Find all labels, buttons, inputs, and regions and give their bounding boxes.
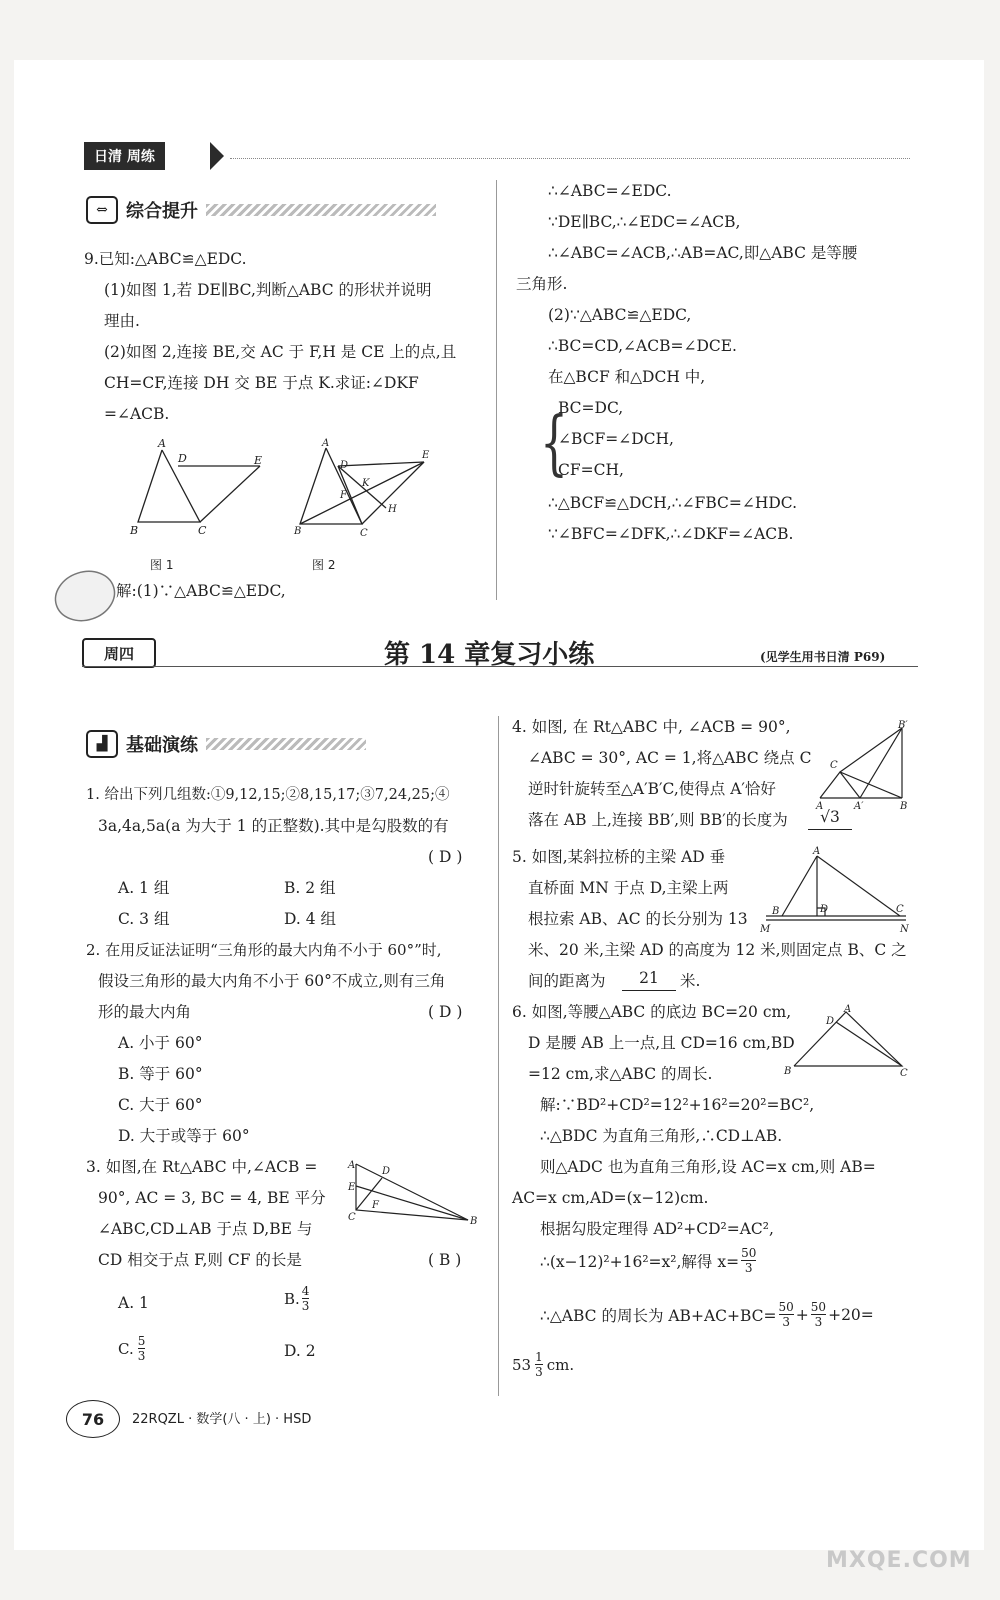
section-title-basics	[86, 730, 366, 758]
fig1-triangle	[138, 450, 200, 522]
q5-label: A	[813, 846, 821, 857]
q2-option: D. 大于或等于 60°	[118, 1127, 250, 1145]
q5-line: 5. 如图,某斜拉桥的主梁 AD 垂	[512, 848, 726, 866]
q9-answer-line: ∴∠ABC=∠ACB,∴AB=AC,即△ABC 是等腰	[548, 244, 858, 262]
q5-line	[817, 856, 900, 916]
title-bar	[206, 204, 436, 216]
q6-line: D 是腰 AB 上一点,且 CD=16 cm,BD	[528, 1034, 795, 1052]
q5-label: B	[772, 906, 780, 917]
q6-label: C	[900, 1068, 908, 1079]
fig2-label: H	[388, 504, 397, 515]
fraction	[302, 1284, 310, 1313]
q4-label: A	[816, 801, 824, 810]
q5-label: C	[896, 904, 904, 915]
q6-label: D	[826, 1016, 835, 1027]
q9-answer-line: ∴∠ABC=∠EDC.	[548, 182, 672, 200]
fraction-num: 4	[301, 1284, 310, 1298]
q4-line	[860, 728, 902, 798]
fraction-den: 3	[814, 1315, 823, 1329]
q6-final-unit: cm.	[546, 1355, 575, 1374]
brace-symbol: {	[540, 402, 568, 484]
brace-line: BC=DC,	[558, 399, 624, 417]
q9-line: CH=CF,连接 DH 交 BE 于点 K.求证:∠DKF	[104, 374, 419, 392]
q5-label: D	[820, 904, 829, 915]
q4-line	[840, 728, 902, 772]
q4-triangle	[820, 772, 902, 798]
q9-answer-line: ∴△BCF≌△DCH,∴∠FBC=∠HDC.	[548, 494, 798, 512]
fig2-label: C	[360, 528, 368, 539]
brace-line: CF=CH,	[558, 461, 624, 479]
q3-answer: ( B )	[428, 1251, 462, 1269]
q6-perim-suffix: +20=	[828, 1305, 874, 1324]
q3-label: F	[372, 1200, 379, 1211]
q9-line: =∠ACB.	[104, 405, 170, 423]
q1-option: B. 2 组	[284, 879, 336, 897]
q6-solution: ∴△BDC 为直角三角形,∴CD⊥AB.	[540, 1127, 783, 1145]
q9-answer-start: 解:(1)∵△ABC≌△EDC,	[116, 582, 286, 600]
q5-line: 直桥面 MN 于点 D,主梁上两	[528, 879, 729, 897]
chapter-ref: (见学生用书日清 P69)	[760, 650, 886, 664]
q6-figure	[782, 1004, 910, 1080]
q1-option: D. 4 组	[284, 910, 337, 928]
column-divider-bottom	[498, 716, 499, 1396]
q2-line: 假设三角形的最大内角不小于 60°不成立,则有三角	[98, 972, 446, 990]
q3-label: C	[348, 1212, 356, 1223]
q6-label: A	[844, 1004, 852, 1015]
fig2-label: K	[362, 478, 370, 489]
q4-figure	[812, 718, 912, 810]
q3-option	[118, 1334, 145, 1363]
q6-final	[512, 1350, 574, 1379]
fig2-caption: 图 2	[312, 558, 336, 572]
q2-option: B. 等于 60°	[118, 1065, 203, 1083]
q3-option-prefix: C.	[118, 1339, 134, 1358]
q9-answer-line: 三角形.	[516, 275, 568, 293]
figure-1	[120, 436, 280, 546]
q6-solution: 则△ADC 也为直角三角形,设 AC=x cm,则 AB=	[540, 1158, 876, 1176]
q5-line: 米、20 米,主梁 AD 的高度为 12 米,则固定点 B、C 之	[528, 941, 907, 959]
q4-line: 逆时针旋转至△A′B′C,使得点 A′恰好	[528, 780, 776, 798]
q3-label: D	[382, 1166, 391, 1177]
q3-option	[284, 1284, 309, 1313]
q6-line: 6. 如图,等腰△ABC 的底边 BC=20 cm,	[512, 1003, 792, 1021]
q3-triangle	[356, 1164, 468, 1220]
fig1-caption: 图 1	[150, 558, 174, 572]
q1-option: A. 1 组	[118, 879, 170, 897]
q9-line: 9.已知:△ABC≌△EDC.	[84, 250, 247, 268]
header-tab: 日清 周练	[84, 142, 165, 170]
q6-solution: AC=x cm,AD=(x−12)cm.	[512, 1189, 709, 1207]
q9-answer-line: 在△BCF 和△DCH 中,	[548, 368, 706, 386]
chapter-title: 第 14 章复习小练	[384, 640, 595, 670]
q3-line: CD 相交于点 F,则 CF 的长是	[98, 1251, 302, 1269]
q2-option: C. 大于 60°	[118, 1096, 203, 1114]
q9-answer-line: ∵∠BFC=∠DFK,∴∠DKF=∠ACB.	[548, 525, 794, 543]
fraction-den: 3	[137, 1349, 146, 1363]
fraction	[138, 1334, 146, 1363]
fraction-den: 3	[301, 1299, 310, 1313]
fraction	[741, 1246, 756, 1275]
q5-label: M	[760, 924, 771, 934]
q3-line: ∠ABC,CD⊥AB 于点 D,BE 与	[98, 1220, 313, 1238]
fraction: 1 3	[535, 1350, 543, 1379]
q2-option: A. 小于 60°	[118, 1034, 203, 1052]
q2-answer: ( D )	[428, 1003, 463, 1021]
q6-solution: 根据勾股定理得 AD²+CD²=AC²,	[540, 1220, 774, 1238]
q6-line	[836, 1022, 902, 1066]
fig2-label: E	[422, 450, 430, 461]
q9-answer-line: ∴BC=CD,∠ACB=∠DCE.	[548, 337, 737, 355]
header-tab-arrow	[210, 142, 224, 170]
q5-unit: 米.	[680, 972, 701, 990]
section-title-text: 基础演练	[126, 735, 198, 756]
q6-label: B	[784, 1066, 792, 1077]
section-title-comprehensive	[86, 196, 436, 224]
q9-answer-line: ∵DE∥BC,∴∠EDC=∠ACB,	[548, 213, 741, 231]
stamp-icon	[52, 568, 118, 624]
q3-figure	[346, 1156, 480, 1228]
fraction-den: 3	[744, 1261, 753, 1275]
fraction-num: 50	[741, 1246, 757, 1260]
q5-figure	[760, 846, 910, 934]
q3-option-prefix: B.	[284, 1289, 300, 1308]
q9-line: 理由.	[104, 312, 140, 330]
fig1-label: C	[198, 524, 207, 537]
q3-line: 3. 如图,在 Rt△ABC 中,∠ACB =	[86, 1158, 318, 1176]
q3-option: A. 1	[118, 1294, 149, 1312]
q6-solution: 解:∵BD²+CD²=12²+16²=20²=BC²,	[540, 1096, 815, 1114]
q3-label: A	[348, 1160, 356, 1171]
q1-answer: ( D )	[428, 848, 463, 866]
q5-line: 间的距离为	[528, 972, 606, 990]
q1-line: 1. 给出下列几组数:①9,12,15;②8,15,17;③7,24,25;④	[86, 787, 450, 803]
title-bar	[206, 738, 366, 750]
fig1-label: B	[130, 524, 139, 537]
figure-2	[290, 436, 440, 546]
fraction-den: 3	[535, 1365, 543, 1379]
q4-line: 4. 如图, 在 Rt△ABC 中, ∠ACB = 90°,	[512, 718, 791, 736]
q9-line: (2)如图 2,连接 BE,交 AC 于 F,H 是 CE 上的点,且	[104, 343, 457, 361]
q9-answer-line: (2)∵△ABC≌△EDC,	[548, 306, 692, 324]
q4-label: B	[900, 801, 908, 810]
q3-line: 90°, AC = 3, BC = 4, BE 平分	[98, 1189, 326, 1207]
fig1-label: E	[254, 454, 263, 467]
header-rule	[230, 158, 910, 159]
q5-line	[782, 856, 817, 916]
q4-line: 落在 AB 上,连接 BB′,则 BB′的长度为	[528, 811, 788, 829]
q6-line: =12 cm,求△ABC 的周长.	[528, 1065, 713, 1083]
q6-perimeter: ∴△ABC 的周长为 AB+AC+BC= $\frac{50}{3}$ + $\frac{50}{3}$ +20=	[540, 1300, 874, 1329]
q6-final-int: 53	[512, 1355, 532, 1374]
fig1-line	[200, 466, 260, 522]
q2-line: 形的最大内角	[98, 1003, 192, 1021]
fraction	[779, 1300, 794, 1329]
fraction	[811, 1300, 826, 1329]
fig2-label: F	[340, 490, 347, 501]
fig1-label: A	[158, 437, 166, 450]
brace-line: ∠BCF=∠DCH,	[558, 430, 674, 448]
fig2-triangle	[300, 448, 362, 524]
page-number: 76	[66, 1400, 120, 1438]
q1-option: C. 3 组	[118, 910, 170, 928]
q4-label: B′	[898, 720, 908, 731]
q1-line: 3a,4a,5a(a 为大于 1 的正整数).其中是勾股数的有	[98, 817, 449, 835]
watermark: MXQE.COM	[826, 1548, 972, 1573]
column-divider-top	[496, 180, 497, 600]
q6-equation	[540, 1246, 756, 1275]
arrows-icon: ⇔	[86, 196, 118, 224]
q2-line: 2. 在用反证法证明“三角形的最大内角不小于 60°”时,	[86, 941, 442, 959]
q3-label: E	[348, 1182, 356, 1193]
q3-option: D. 2	[284, 1342, 316, 1360]
q4-label: A′	[854, 801, 864, 810]
q4-label: C	[830, 760, 838, 771]
q5-line: 根拉索 AB、AC 的长分别为 13	[528, 910, 748, 928]
fig2-line	[338, 462, 424, 466]
fig1-label: D	[178, 452, 187, 465]
bar-chart-icon: ▟	[86, 730, 118, 758]
book-code: 22RQZL · 数学(八 · 上) · HSD	[132, 1412, 312, 1427]
q4-line: ∠ABC = 30°, AC = 1,将△ABC 绕点 C	[528, 749, 812, 767]
fig2-label: A	[322, 438, 330, 449]
q3-label: B	[470, 1216, 478, 1227]
q4-answer: √3	[808, 805, 852, 830]
section-title-text: 综合提升	[126, 201, 198, 222]
fraction-num: 5	[137, 1334, 146, 1348]
q9-line: (1)如图 1,若 DE∥BC,判断△ABC 的形状并说明	[104, 281, 432, 299]
fraction-num: 50	[810, 1300, 827, 1314]
fraction-den: 3	[782, 1315, 790, 1329]
fraction-num: 50	[778, 1300, 794, 1314]
q6-perim-text: ∴△ABC 的周长为 AB+AC+BC=	[540, 1306, 777, 1325]
q5-label: N	[900, 924, 909, 934]
q5-answer: 21	[622, 966, 676, 991]
day-tab: 周四	[82, 638, 156, 668]
fig2-label: D	[340, 460, 349, 471]
q6-triangle	[794, 1012, 902, 1066]
fig2-label: B	[294, 526, 302, 537]
q6-eq-text: ∴(x−12)²+16²=x²,解得 x=	[540, 1252, 740, 1271]
